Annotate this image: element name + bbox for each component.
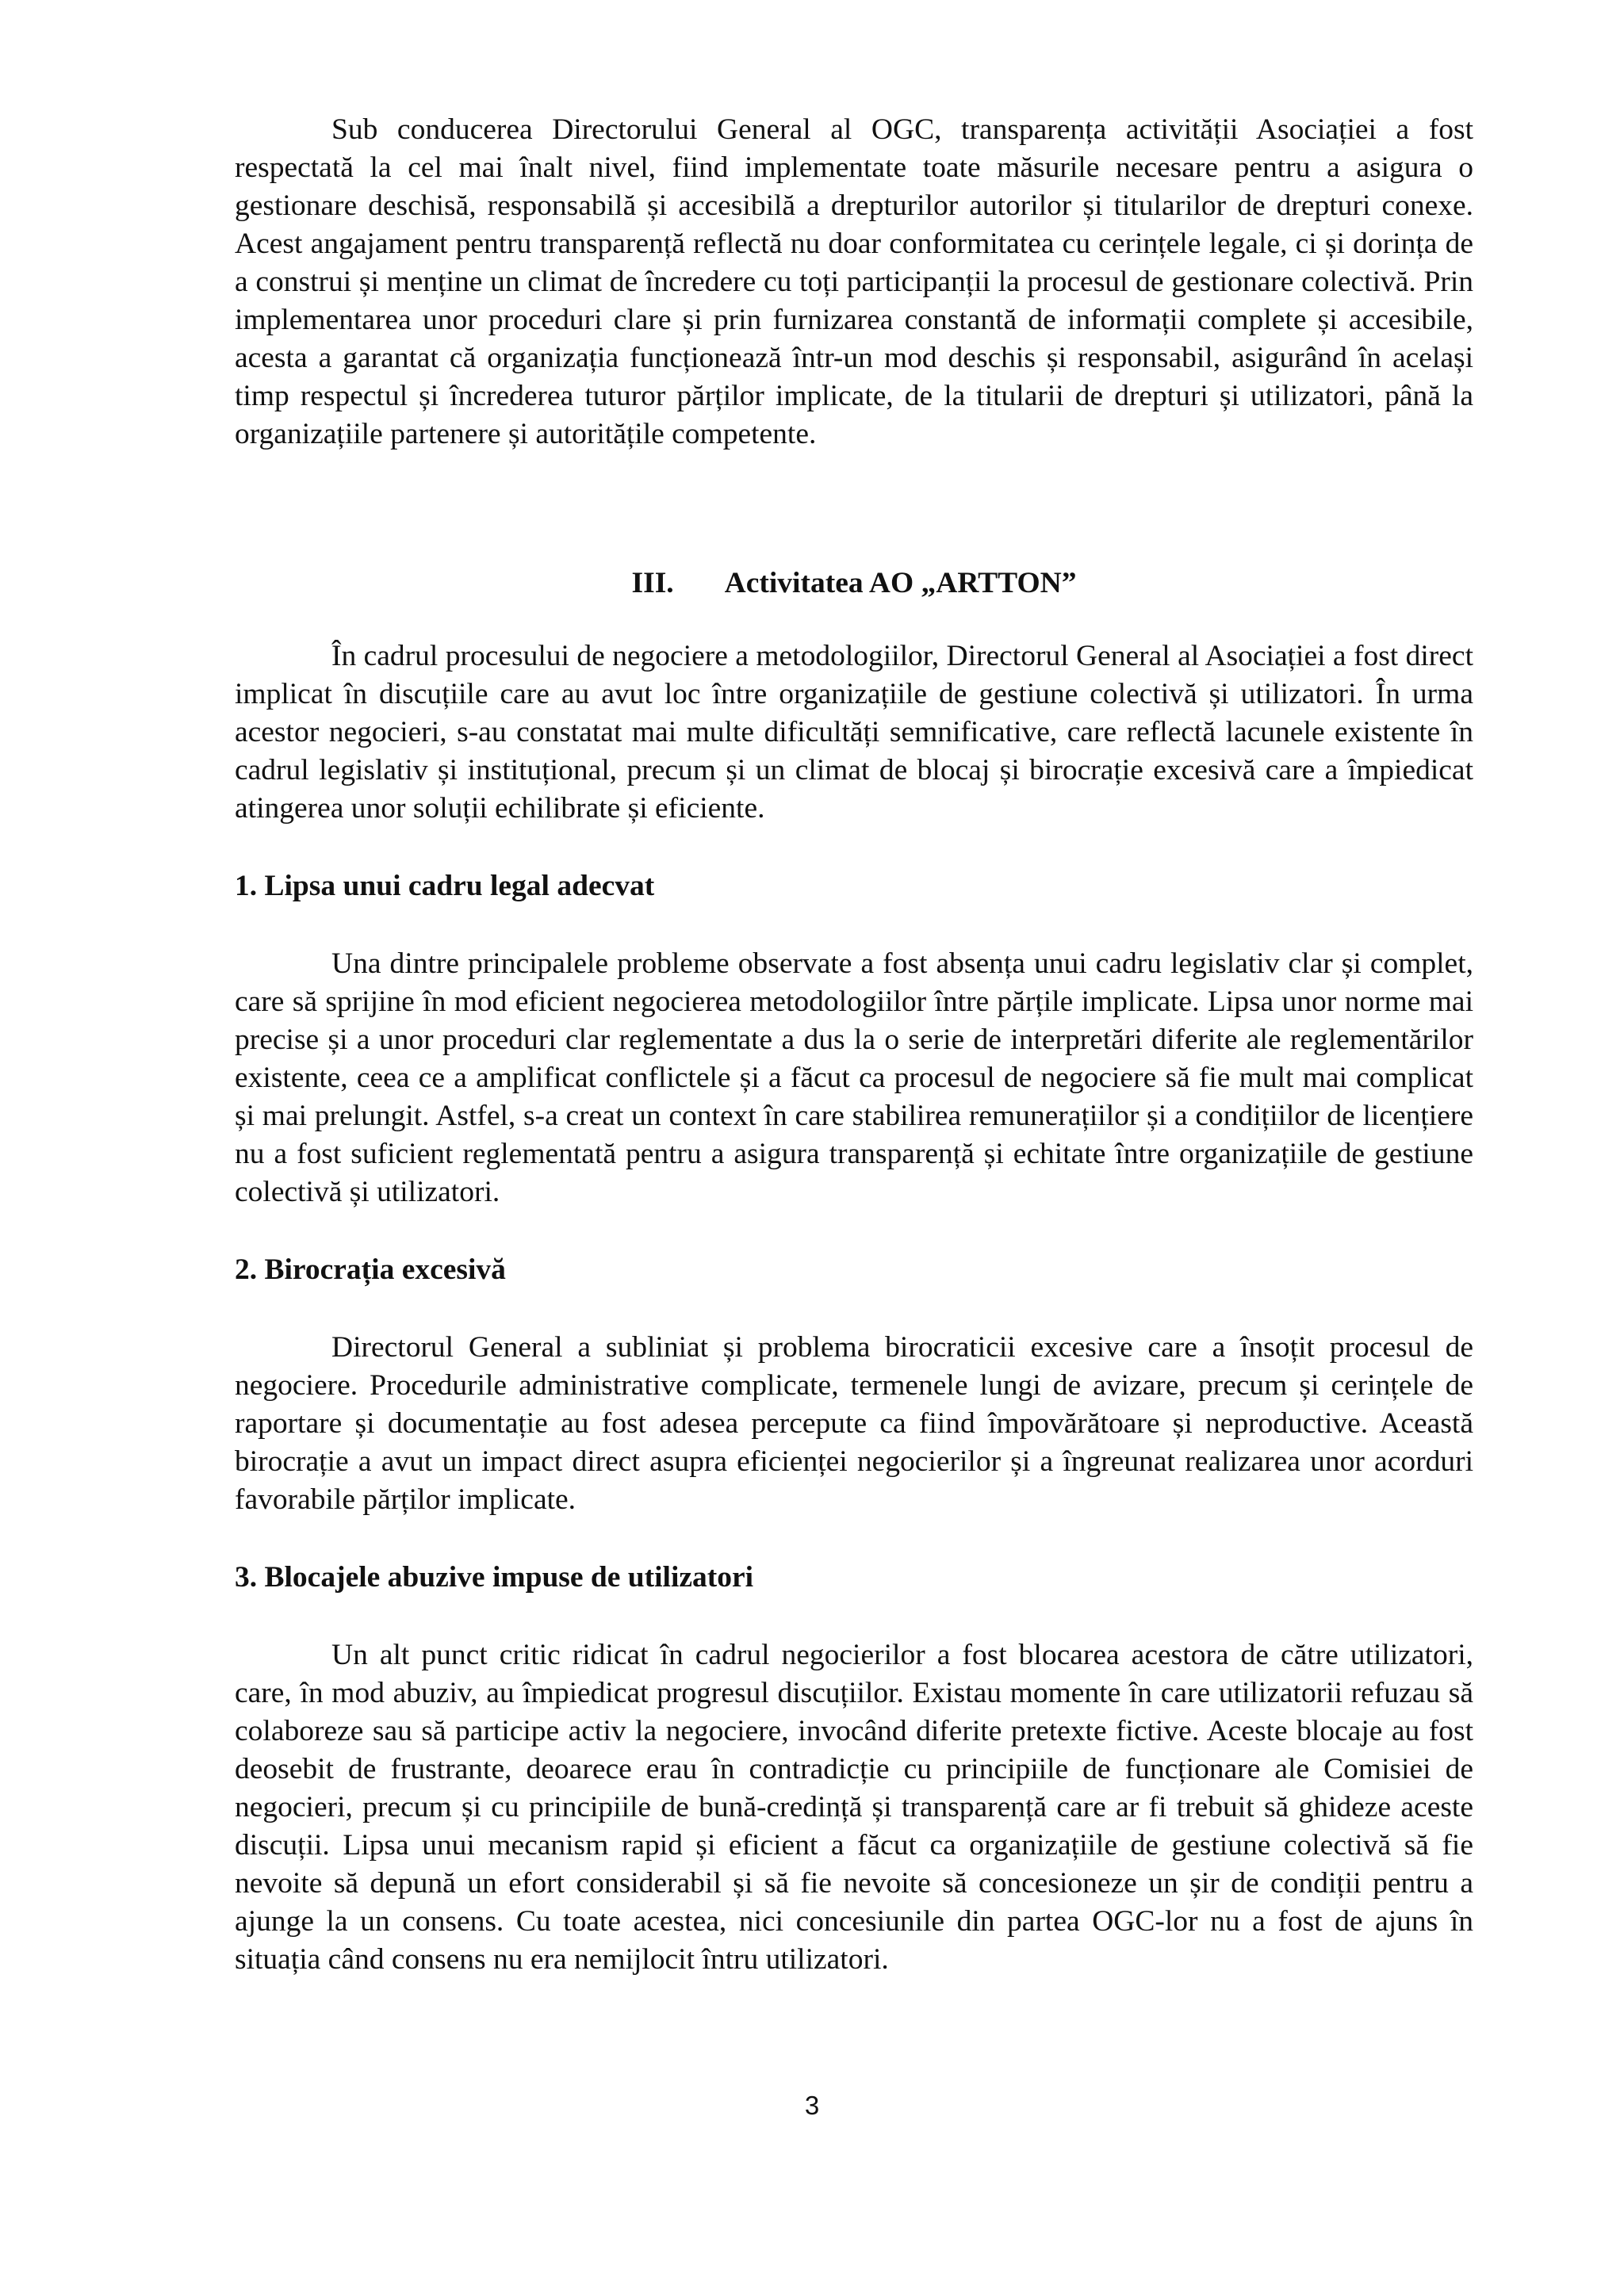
paragraph-user-blocks: Un alt punct critic ridicat în cadrul negocierilor a fost blocarea acestora de către utilizatori, care, în mod abuziv, au împiedicat progresul discuțiilor. Existau momente în care utilizatorii refuzau să colaboreze sau să participe activ la negociere, invocând diferite pretexte fictive. Aceste blocaje au fost deosebit de frustrante, deoarece erau în contradicție cu principiile de funcționare ale Comisiei de negocieri, precum și cu principiile de bună-credință și transparență care ar fi trebuit să ghideze aceste discuții. Lipsa unui mecanism rapid și eficient a făcut ca organizațiile de gestiune colectivă să fie nevoite să depună un efort considerabil și să fie nevoite să concesioneze un șir de condiții pentru a ajunge la un consens. Cu toate acestea, nici concesiunile din partea OGC-lor nu a fost de ajuns în situația când consens nu era nemijlocit întru utilizatori. <box>235 1639 1473 1976</box>
subheading-legal-framework: 1. Lipsa unui cadru legal adecvat <box>235 870 655 902</box>
paragraph-transparency: Sub conducerea Directorului General al OGC, transparența activității Asociației a fost respectată la cel mai înalt nivel, fiind implementate toate măsurile necesare pentru a asigura o gestionare deschisă, responsabilă și accesibilă a drepturilor autorilor și titularilor de drepturi conexe. Acest angajament pentru transparență reflectă nu doar conformitatea cu cerințele legale, ci și dorința de a construi și menține un climat de încredere cu toți participanții la procesul de gestionare colectivă. Prin implementarea unor proceduri clare și prin furnizarea constantă de informații complete și accesibile, acesta a garantat că organizația funcționează într-un mod deschis și responsabil, asigurând în același timp respectul și încrederea tuturor părților implicate, de la titularii de drepturi și utilizatori, până la organizațiile partenere și autoritățile competente. <box>235 113 1473 450</box>
section-number: III. <box>631 567 674 599</box>
paragraph-negotiation: În cadrul procesului de negociere a metodologiilor, Directorul General al Asociației a fost direct implicat în discuțiile care au avut loc între organizațiile de gestiune colectivă și utilizatori. În urma acestor negocieri, s-au constatat mai multe dificultăți semnificative, care reflectă lacunele existente în cadrul legislativ și instituțional, precum și un climat de blocaj și birocrație excesivă care a împiedicat atingerea unor soluții echilibrate și eficiente. <box>235 640 1473 825</box>
paragraph-bureaucracy: Directorul General a subliniat și problema birocraticii excesive care a însoțit procesul de negociere. Procedurile administrative complicate, termenele lungi de avizare, precum și cerințele de raportare și documentație au fost adesea percepute ca fiind împovărătoare și neproductive. Această birocrație a avut un impact direct asupra eficienței negocierilor și a îngreunat realizarea unor acorduri favorabile părților implicate. <box>235 1331 1473 1516</box>
subheading-user-blocks: 3. Blocajele abuzive impuse de utilizatori <box>235 1561 754 1594</box>
paragraph-legal-framework: Una dintre principalele probleme observate a fost absența unui cadru legislativ clar și complet, care să sprijine în mod eficient negocierea metodologiilor între părțile implicate. Lipsa unor norme mai precise și a unor proceduri clar reglementate a dus la o serie de interpretări diferite ale reglementărilor existente, ceea ce a amplificat conflictele și a făcut ca procesul de negociere să fie mult mai complicat și mai prelungit. Astfel, s-a creat un context în care stabilirea remunerațiilor și a condițiilor de licențiere nu a fost suficient reglementată pentru a asigura transparență și echitate între organizațiile de gestiune colectivă și utilizatori. <box>235 947 1473 1208</box>
document-page <box>235 111 1473 1979</box>
section-heading <box>235 564 1473 603</box>
subheading-bureaucracy: 2. Birocrația excesivă <box>235 1253 506 1286</box>
section-title: Activitatea AO „ARTTON” <box>724 567 1077 599</box>
page-number: 3 <box>804 2091 820 2120</box>
